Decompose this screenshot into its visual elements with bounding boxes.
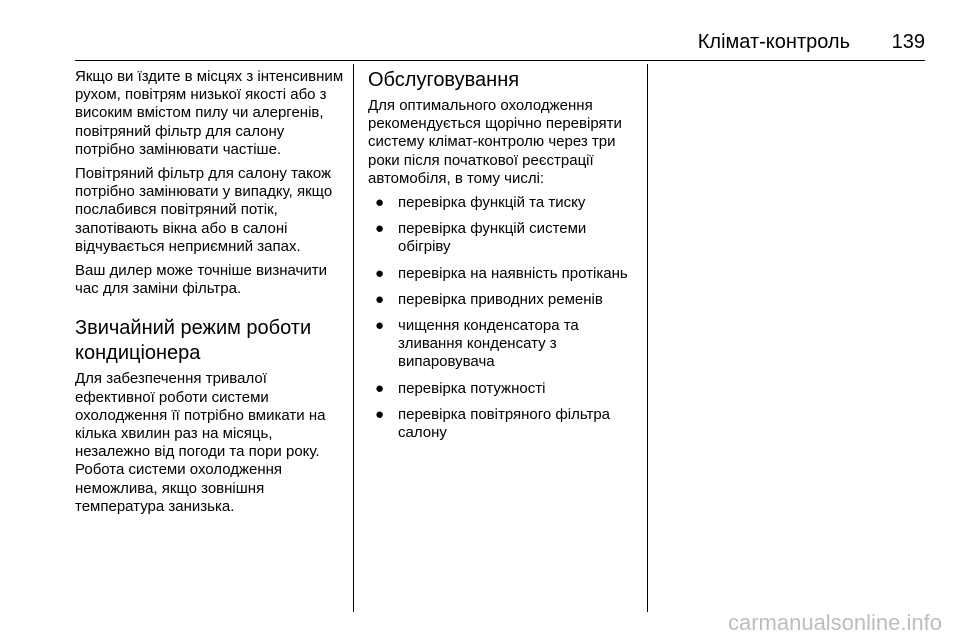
column-divider-right [647,64,648,612]
paragraph-normal-operation: Для забезпечення тривалої ефективної роботи системи охолодження її потрібно вмикати на кілька хвилин раз на місяць, незалежно від погоди та пори року. Робота системи охолодження неможлива, якщо зовнішня температура занизька. [75,370,326,515]
heading-maintenance: Обслуговування [368,69,520,91]
list-item [368,380,636,398]
column-divider-left [353,64,354,612]
list-item-text: перевірка на наявність протікань [398,264,628,282]
heading-normal-operation: Звичайний режим роботи кондиціонера [75,317,312,365]
watermark: carmanualsonline.info [727,610,942,635]
list-item [368,220,636,256]
bullet-icon: ● [375,264,385,282]
list-item [368,194,636,212]
list-item [368,406,636,442]
right-column [368,68,636,450]
bullet-icon: ● [375,194,385,212]
bullet-icon: ● [375,405,385,423]
list-item [368,265,636,283]
bullet-icon: ● [375,290,385,308]
page-header [75,22,925,62]
page-number: 139 [891,31,925,53]
left-column [75,68,345,522]
list-item-text: перевірка повітряного фільтра салону [398,405,611,442]
list-item [368,317,636,372]
paragraph-filter-frequency: Якщо ви їздите в місцях з інтенсивним рухом, повітрям низької якості або з високим вмістом пилу чи алергенів, повітряний фільтр для салону потрібно замінювати частіше. [75,68,344,158]
list-item-text: перевірка приводних ременів [398,290,603,308]
list-item-text: перевірка функцій та тиску [398,194,586,212]
paragraph-filter-replacement: Повітряний фільтр для салону також потрібно замінювати у випадку, якщо послабився повітряний потік, запотівають вікна або в салоні відчувається неприємний запах. [75,165,333,255]
list-item-text: чищення конденсатора та зливання конденсату з випаровувача [398,317,579,371]
list-item-text: перевірка потужності [398,379,546,397]
bullet-icon: ● [375,379,385,397]
paragraph-dealer: Ваш дилер може точніше визначити час для заміни фільтра. [75,262,327,298]
bullet-icon: ● [375,317,385,335]
maintenance-list [368,194,636,442]
list-item [368,291,636,309]
paragraph-maintenance-intro: Для оптимального охолодження рекомендується щорічно перевіряти систему клімат-контролю через три роки після початкової реєстрації автомобіля, в тому числі: [368,97,622,187]
header-rule [75,60,925,61]
bullet-icon: ● [375,220,385,238]
section-title: Клімат-контроль [697,31,850,53]
list-item-text: перевірка функцій системи обігріву [398,220,587,256]
